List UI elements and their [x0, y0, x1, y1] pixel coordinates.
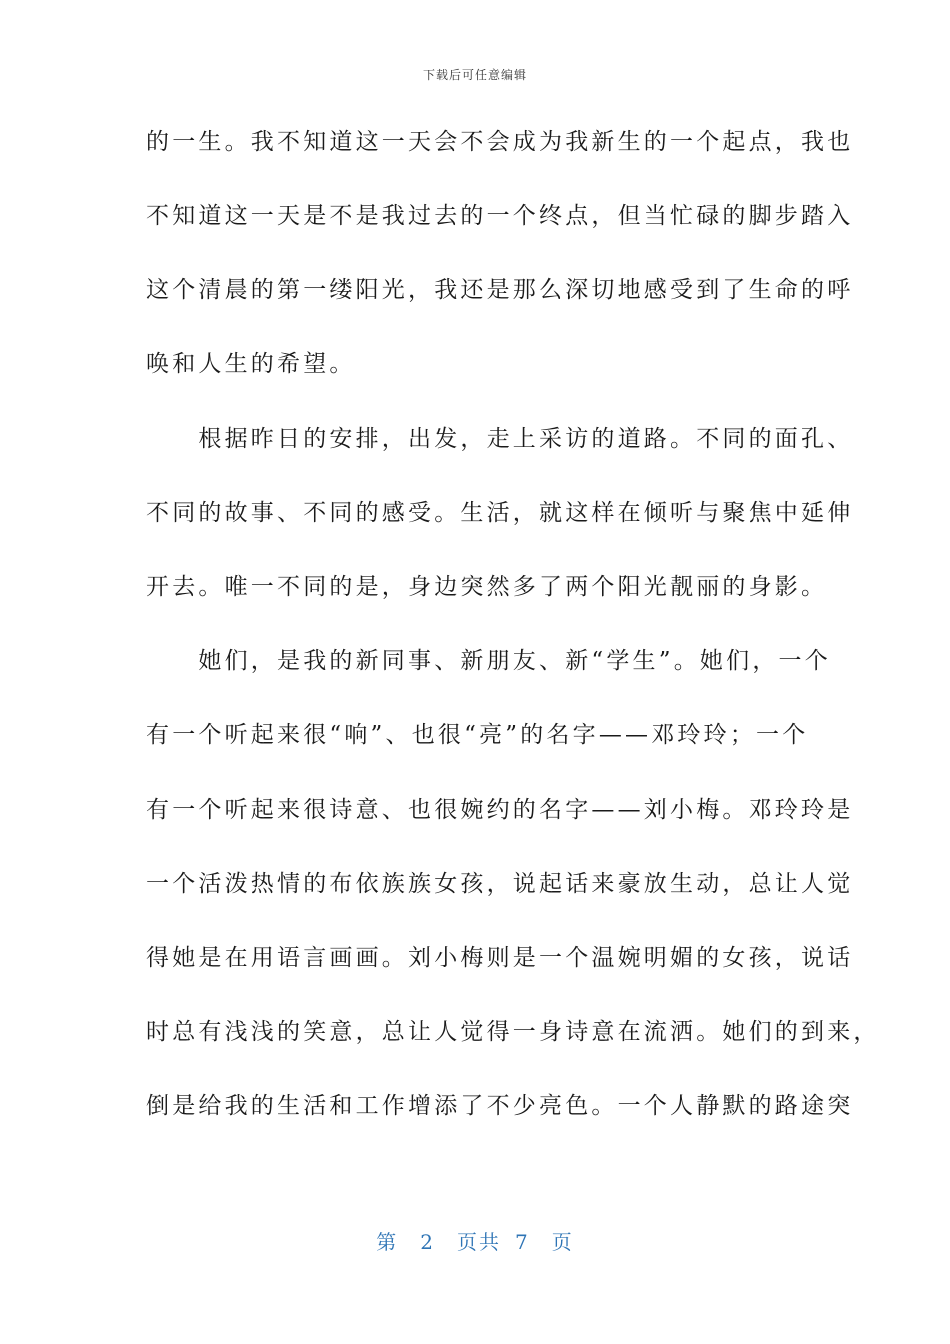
- text-line: 她们，是我的新同事、新朋友、新“学生”。她们，一个: [146, 648, 831, 674]
- text-line: 一个活泼热情的布依族族女孩，说起话来豪放生动，总让人觉: [146, 871, 854, 897]
- footer-prefix: 第: [376, 1230, 399, 1254]
- footer-page-number: 2: [420, 1230, 435, 1254]
- page-footer: [0, 1226, 950, 1255]
- text-line: 时总有浅浅的笑意，总让人觉得一身诗意在流洒。她们的到来，: [146, 1019, 880, 1045]
- text-line: 这个清晨的第一缕阳光，我还是那么深切地感受到了生命的呼: [146, 277, 854, 303]
- text-line: 有一个听起来很诗意、也很婉约的名字——刘小梅。邓玲玲是: [146, 797, 854, 823]
- text-line: 的一生。我不知道这一天会不会成为我新生的一个起点，我也: [146, 129, 854, 155]
- text-line: 有一个听起来很“响”、也很“亮”的名字——邓玲玲；一个: [146, 722, 809, 748]
- page-header: 下载后可任意编辑: [422, 68, 527, 82]
- text-line: 不知道这一天是不是我过去的一个终点，但当忙碌的脚步踏入: [146, 203, 854, 229]
- text-line: 不同的故事、不同的感受。生活，就这样在倾听与聚焦中延伸: [146, 500, 854, 526]
- text-line: 倒是给我的生活和工作增添了不少亮色。一个人静默的路途突: [146, 1093, 854, 1119]
- footer-total-pages: 7: [515, 1230, 530, 1254]
- text-line: 开去。唯一不同的是，身边突然多了两个阳光靓丽的身影。: [146, 574, 828, 600]
- text-line: 得她是在用语言画画。刘小梅则是一个温婉明媚的女孩，说话: [146, 945, 854, 971]
- text-line: 根据昨日的安排，出发，走上采访的道路。不同的面孔、: [146, 426, 854, 452]
- text-line: 唤和人生的希望。: [146, 351, 356, 377]
- footer-middle: 页共: [457, 1230, 501, 1254]
- footer-suffix: 页: [551, 1230, 574, 1254]
